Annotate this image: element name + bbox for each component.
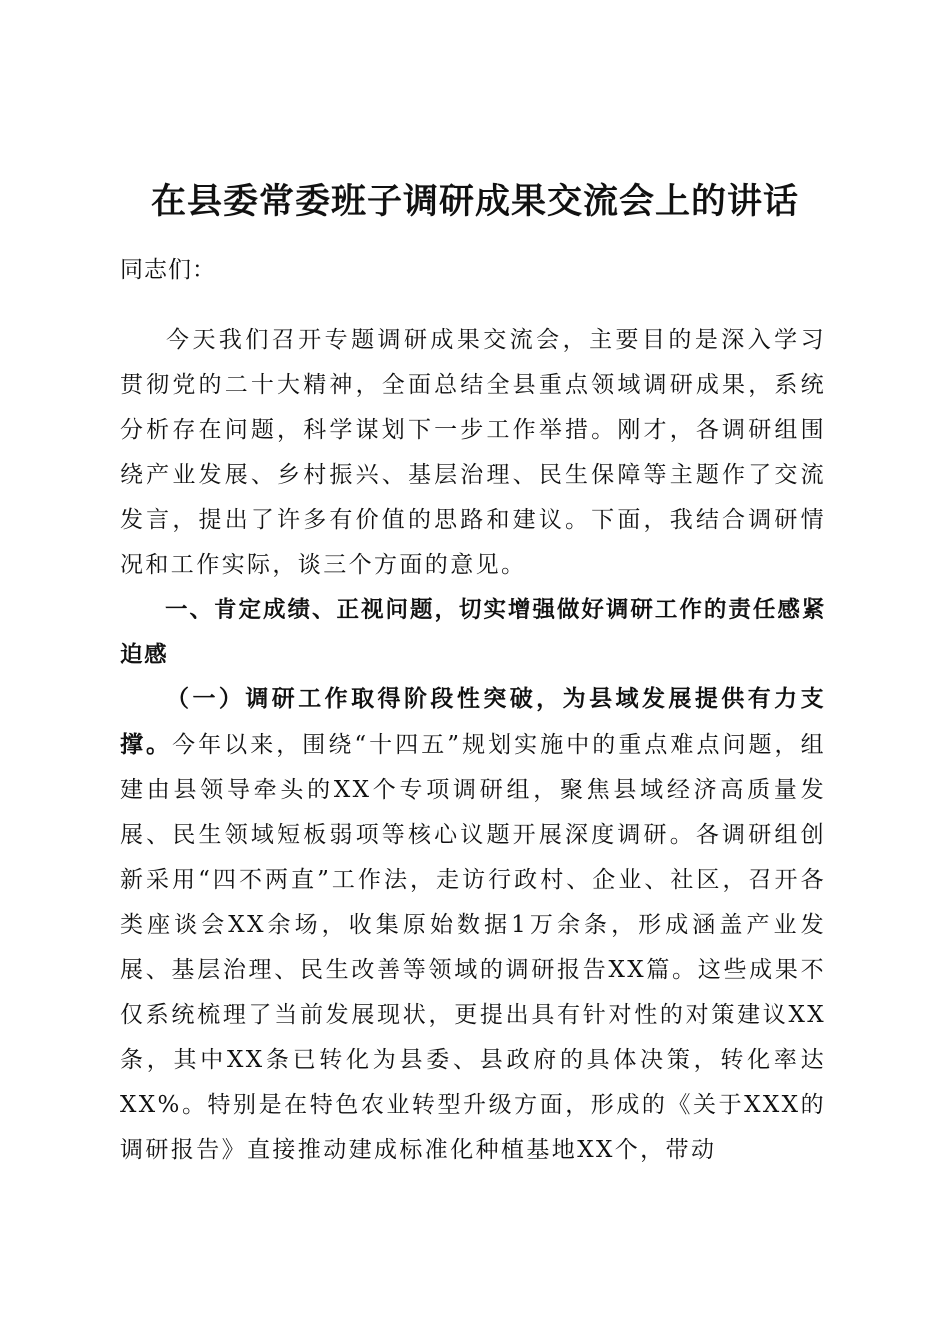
section-heading-1: 一、肯定成绩、正视问题，切实增强做好调研工作的责任感紧迫感 bbox=[120, 597, 826, 668]
subsection-heading-1: （一）调研工作取得阶段性突破，为县域发展提供有力支撑。 bbox=[120, 685, 826, 758]
salutation: 同志们： bbox=[120, 257, 216, 283]
subsection-body-1: 今年以来，围绕“十四五”规划实施中的重点难点问题，组建由县领导牵头的XX个专项调研组，聚焦县域经济高质量发展、民生领域短板弱项等核心议题开展深度调研。各调研组创新采用“四不两直”工作法，走访行政村、企业、社区，召开各类座谈会XX余场，收集原始数据1万余条，形成涵盖产业发展、基层治理、民生改善等领域的调研报告XX篇。这些成果不仅系统梳理了当前发展现状，更提出具有针对性的对策建议XX条，其中XX条已转化为县委、县政府的具体决策，转化率达XX%。特别是在特色农业转型升级方面，形成的《关于XXX的调研报告》直接推动建成标准化种植基地XX个，带动 bbox=[120, 732, 826, 1163]
paragraph-intro: 今天我们召开专题调研成果交流会，主要目的是深入学习贯彻党的二十大精神，全面总结全县重点领域调研成果，系统分析存在问题，科学谋划下一步工作举措。刚才，各调研组围绕产业发展、乡村振兴、基层治理、民生保障等主题作了交流发言，提出了许多有价值的思路和建议。下面，我结合调研情况和工作实际，谈三个方面的意见。 bbox=[120, 327, 826, 578]
paragraph-subsection-1 bbox=[120, 676, 826, 1173]
document-title: 在县委常委班子调研成果交流会上的讲话 bbox=[150, 181, 799, 222]
